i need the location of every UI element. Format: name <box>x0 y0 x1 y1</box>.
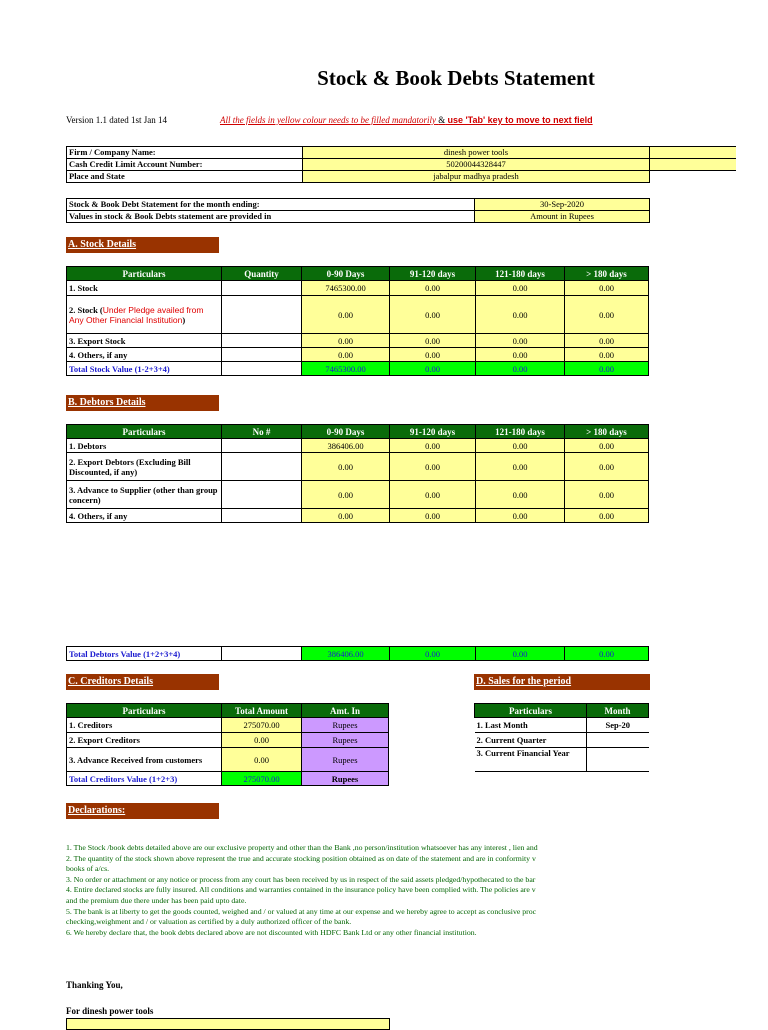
creditors-total-amount: 275070.00 <box>222 772 302 786</box>
value-field[interactable]: 0.00 <box>476 509 565 523</box>
account-extra <box>650 159 736 171</box>
row-label: 4. Others, if any <box>67 509 222 523</box>
account-field[interactable]: 50200044328447 <box>303 159 650 171</box>
total-value: 0.00 <box>565 362 649 376</box>
creditors-col-unit: Amt. In <box>302 704 389 718</box>
month-value[interactable] <box>587 733 649 748</box>
sales-col-particulars: Particulars <box>475 704 587 718</box>
declarations-text <box>66 843 768 938</box>
table-row <box>475 748 649 772</box>
value-field[interactable]: 0.00 <box>565 296 649 334</box>
value-field[interactable]: 0.00 <box>476 453 565 481</box>
account-label: Cash Credit Limit Account Number: <box>67 159 303 171</box>
total-value: 0.00 <box>476 362 565 376</box>
quantity-field[interactable] <box>222 281 302 296</box>
row-label: 3. Current Financial Year <box>475 748 587 772</box>
declaration-line: 6. We hereby declare that, the book debts declared above are not discounted with HDFC Bank Ltd or any other financial institution. <box>66 927 477 937</box>
creditors-total-row <box>67 772 389 786</box>
value-field[interactable]: 0.00 <box>302 296 390 334</box>
value-field[interactable]: 0.00 <box>390 334 476 348</box>
month-label: Stock & Book Debt Statement for the month ending: <box>67 199 475 211</box>
debtors-table <box>66 424 649 523</box>
stock-section-title: A. Stock Details <box>66 237 219 253</box>
stock-total-row <box>67 362 649 376</box>
firm-name-label: Firm / Company Name: <box>67 147 303 159</box>
value-field[interactable]: 0.00 <box>302 334 390 348</box>
value-field[interactable]: 386406.00 <box>302 439 390 453</box>
for-company-text: For dinesh power tools <box>66 1006 154 1016</box>
debtors-total-label: Total Debtors Value (1+2+3+4) <box>67 647 222 661</box>
value-field[interactable]: 0.00 <box>302 509 390 523</box>
firm-name-field[interactable]: dinesh power tools <box>303 147 650 159</box>
declarations-section-title: Declarations: <box>66 803 219 819</box>
table-row <box>67 334 649 348</box>
values-field[interactable]: Amount in Rupees <box>475 211 650 223</box>
total-value: 0.00 <box>565 647 649 661</box>
quantity-field[interactable] <box>222 348 302 362</box>
value-field[interactable]: 0.00 <box>302 348 390 362</box>
total-value: 0.00 <box>390 362 476 376</box>
month-value[interactable]: Sep-20 <box>587 718 649 733</box>
creditors-total-label: Total Creditors Value (1+2+3) <box>67 772 222 786</box>
value-field[interactable]: 0.00 <box>565 453 649 481</box>
row-label: 1. Debtors <box>67 439 222 453</box>
row-label <box>67 296 222 334</box>
creditors-col-amount: Total Amount <box>222 704 302 718</box>
stock-col-180plus: > 180 days <box>565 267 649 281</box>
table-row <box>67 296 649 334</box>
declaration-line: 2. The quantity of the stock shown above represent the true and accurate stocking position obtained as on date of the statement and are in conformity v <box>66 853 536 863</box>
row-label: 1. Stock <box>67 281 222 296</box>
value-field[interactable]: 0.00 <box>390 348 476 362</box>
debtors-header-row <box>67 425 649 439</box>
row-label: 3. Advance to Supplier (other than group concern) <box>67 481 222 509</box>
declaration-line: 4. Entire declared stocks are fully insured. All conditions and warranties contained in the insurance policy have been complied with. The policies are v <box>66 885 536 895</box>
amount-field[interactable]: 0.00 <box>222 748 302 772</box>
value-field[interactable]: 0.00 <box>476 481 565 509</box>
debtors-col-particulars: Particulars <box>67 425 222 439</box>
place-field[interactable]: jabalpur madhya pradesh <box>303 171 650 183</box>
value-field[interactable]: 0.00 <box>390 481 476 509</box>
sales-table <box>474 703 649 772</box>
row-label: 3. Advance Received from customers <box>67 748 222 772</box>
debtors-col-91-120: 91-120 days <box>390 425 476 439</box>
instruction-part1: All the fields in yellow colour needs to be filled mandatorily <box>220 115 436 125</box>
row-label: 2. Export Debtors (Excluding Bill Discounted, if any) <box>67 453 222 481</box>
value-field[interactable]: 0.00 <box>476 334 565 348</box>
row-label: 3. Export Stock <box>67 334 222 348</box>
count-field[interactable] <box>222 509 302 523</box>
thanks-text: Thanking You, <box>66 980 123 990</box>
month-value[interactable] <box>587 748 649 772</box>
instruction-text <box>220 115 593 125</box>
declaration-line: books of a/cs. <box>66 864 110 874</box>
total-value: 0.00 <box>390 647 476 661</box>
amount-field[interactable]: 275070.00 <box>222 718 302 733</box>
table-row <box>67 348 649 362</box>
row-label-end: ) <box>182 314 186 325</box>
debtors-col-180plus: > 180 days <box>565 425 649 439</box>
declaration-line: 1. The Stock /book debts detailed above are our exclusive property and other than the Bank ,no person/institution whatsoever has any interest , lien and <box>66 843 538 852</box>
row-label: 2. Current Quarter <box>475 733 587 748</box>
value-field[interactable]: 0.00 <box>390 453 476 481</box>
total-value: 0.00 <box>476 647 565 661</box>
stock-col-particulars: Particulars <box>67 267 222 281</box>
debtors-col-121-180: 121-180 days <box>476 425 565 439</box>
count-field[interactable] <box>222 481 302 509</box>
amount-field[interactable]: 0.00 <box>222 733 302 748</box>
quantity-field[interactable] <box>222 334 302 348</box>
row-label: 1. Last Month <box>475 718 587 733</box>
stock-header-row <box>67 267 649 281</box>
table-row <box>67 281 649 296</box>
stock-total-label: Total Stock Value (1-2+3+4) <box>67 362 222 376</box>
signature-field[interactable] <box>66 1018 390 1030</box>
firm-name-row <box>67 147 736 159</box>
unit-cell: Rupees <box>302 718 389 733</box>
value-field[interactable]: 0.00 <box>476 348 565 362</box>
value-field[interactable]: 0.00 <box>302 481 390 509</box>
stock-col-91-120: 91-120 days <box>390 267 476 281</box>
total-value: 7465300.00 <box>302 362 390 376</box>
value-field[interactable]: 0.00 <box>390 509 476 523</box>
table-row <box>67 748 389 772</box>
instruction-part2: use 'Tab' key to move to next field <box>447 115 593 125</box>
value-field[interactable]: 0.00 <box>565 348 649 362</box>
sales-header-row <box>475 704 649 718</box>
value-field[interactable]: 0.00 <box>302 453 390 481</box>
row-label-pledge: Under Pledge availed from Any Other Financial Institution <box>69 304 204 325</box>
declaration-line: and the premium due there under has been paid upto date. <box>66 895 247 905</box>
stock-col-0-90: 0-90 Days <box>302 267 390 281</box>
sales-section-title: D. Sales for the period <box>474 674 650 690</box>
creditors-total-unit: Rupees <box>302 772 389 786</box>
declaration-line: checking,weighment and / or valuation as certified by a duly authorized officer of the bank. <box>66 917 352 927</box>
count-field[interactable] <box>222 453 302 481</box>
value-field[interactable]: 0.00 <box>565 509 649 523</box>
statement-table <box>66 198 650 223</box>
table-row <box>475 733 649 748</box>
values-label: Values in stock & Book Debts statement are provided in <box>67 211 475 223</box>
instruction-amp: & <box>438 115 446 125</box>
firm-info-table <box>66 146 736 183</box>
stock-col-quantity: Quantity <box>222 267 302 281</box>
row-label: 2. Export Creditors <box>67 733 222 748</box>
sales-col-month: Month <box>587 704 649 718</box>
place-extra <box>650 171 736 183</box>
creditors-table <box>66 703 389 786</box>
row-label: 4. Others, if any <box>67 348 222 362</box>
stock-col-121-180: 121-180 days <box>476 267 565 281</box>
stock-total-quantity <box>222 362 302 376</box>
values-row <box>67 211 650 223</box>
version-text: Version 1.1 dated 1st Jan 14 <box>66 115 167 125</box>
value-field[interactable]: 0.00 <box>390 296 476 334</box>
unit-cell: Rupees <box>302 748 389 772</box>
count-field[interactable] <box>222 439 302 453</box>
creditors-header-row <box>67 704 389 718</box>
table-row <box>67 453 649 481</box>
unit-cell: Rupees <box>302 733 389 748</box>
place-label: Place and State <box>67 171 303 183</box>
table-row <box>67 718 389 733</box>
value-field[interactable]: 0.00 <box>476 439 565 453</box>
table-row <box>67 509 649 523</box>
value-field[interactable]: 0.00 <box>390 281 476 296</box>
stock-table <box>66 266 649 376</box>
debtors-total-table <box>66 646 649 661</box>
place-row <box>67 171 736 183</box>
value-field[interactable]: 0.00 <box>565 439 649 453</box>
table-row <box>475 718 649 733</box>
table-row <box>67 439 649 453</box>
debtors-total-count <box>222 647 302 661</box>
value-field[interactable]: 0.00 <box>390 439 476 453</box>
table-row <box>67 481 649 509</box>
value-field[interactable]: 7465300.00 <box>302 281 390 296</box>
firm-name-extra <box>650 147 736 159</box>
value-field[interactable]: 0.00 <box>476 296 565 334</box>
quantity-field[interactable] <box>222 296 302 334</box>
row-label-start: 2. Stock ( <box>69 304 103 315</box>
value-field[interactable]: 0.00 <box>476 281 565 296</box>
creditors-section-title: C. Creditors Details <box>66 674 219 690</box>
row-label: 1. Creditors <box>67 718 222 733</box>
value-field[interactable]: 0.00 <box>565 281 649 296</box>
debtors-total-row <box>67 647 649 661</box>
total-value: 386406.00 <box>302 647 390 661</box>
creditors-col-particulars: Particulars <box>67 704 222 718</box>
month-field[interactable]: 30-Sep-2020 <box>475 199 650 211</box>
debtors-section-title: B. Debtors Details <box>66 395 219 411</box>
value-field[interactable]: 0.00 <box>565 481 649 509</box>
account-row <box>67 159 736 171</box>
value-field[interactable]: 0.00 <box>565 334 649 348</box>
declaration-line: 5. The bank is at liberty to get the goods counted, weighed and / or valued at any time at our expense and we hereby agree to accept as conclusive proc <box>66 906 537 916</box>
debtors-col-no: No # <box>222 425 302 439</box>
month-row <box>67 199 650 211</box>
page-title: Stock & Book Debts Statement <box>317 66 595 90</box>
declaration-line: 3. No order or attachment or any notice or process from any court has been received by us in respect of the said assets pledged/hypothecated to the bar <box>66 874 536 884</box>
debtors-col-0-90: 0-90 Days <box>302 425 390 439</box>
table-row <box>67 733 389 748</box>
